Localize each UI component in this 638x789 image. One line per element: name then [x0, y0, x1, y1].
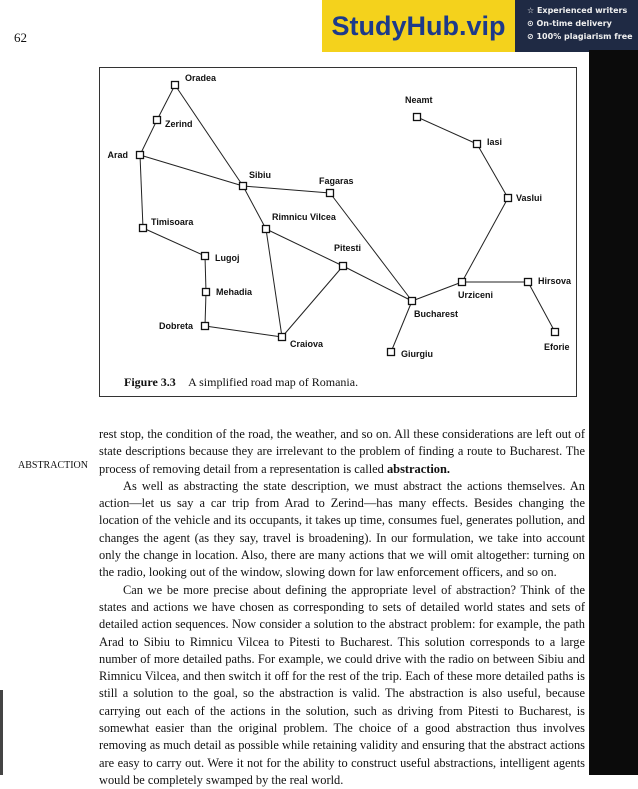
city-node-bucharest — [409, 298, 416, 305]
road-rimnicu-vilcea-pitesti — [266, 229, 343, 266]
road-sibiu-fagaras — [243, 186, 330, 193]
margin-note-abstraction: ABSTRACTION — [18, 460, 89, 471]
city-node-craiova — [279, 334, 286, 341]
figure-caption — [124, 375, 358, 390]
road-pitesti-bucharest — [343, 266, 412, 301]
city-node-vaslui — [505, 195, 512, 202]
banner-logo[interactable]: StudyHub.vip — [322, 0, 515, 52]
road-timisoara-lugoj — [143, 228, 205, 256]
road-dobreta-craiova — [205, 326, 282, 337]
banner-features — [515, 0, 638, 52]
feature-experienced-writers: ☆ Experienced writers — [527, 6, 628, 15]
city-node-giurgiu — [388, 349, 395, 356]
paragraph-1 — [99, 426, 585, 478]
city-label-eforie: Eforie — [544, 342, 570, 352]
scan-left-edge — [0, 690, 3, 775]
city-node-eforie — [552, 329, 559, 336]
city-label-sibiu: Sibiu — [249, 170, 271, 180]
city-label-arad: Arad — [107, 150, 128, 160]
city-label-pitesti: Pitesti — [334, 243, 362, 253]
city-node-iasi — [474, 141, 481, 148]
road-urziceni-vaslui — [462, 198, 508, 282]
city-node-fagaras — [327, 190, 334, 197]
paragraph-1-text: rest stop, the condition of the road, the weather, and so on. All these considerations are left out of state descriptions because they are irrelevant to the problem of finding a route to Bucharest. The process of removing detail from a representation is called — [99, 427, 585, 476]
scan-dark-edge — [589, 50, 638, 775]
body-text — [99, 426, 585, 789]
city-node-dobreta — [202, 323, 209, 330]
city-node-timisoara — [140, 225, 147, 232]
road-iasi-neamt — [417, 117, 477, 144]
city-label-dobreta: Dobreta — [158, 321, 193, 331]
city-node-neamt — [414, 114, 421, 121]
paragraph-2: As well as abstracting the state description, we must abstract the actions themselves. An action—let us say a car trip from Arad to Zerind—has many effects. Besides changing the location of the vehicle and its occupants, it takes up time, consumes fuel, generates pollution, and changes the agent (as they say, travel is broadening). In our formulation, we take into account only the change in location. Also, there are many actions that we will omit altogether: turning on the radio, looking out of the window, slowing down for law enforcement officers, and so on. — [99, 478, 585, 580]
city-label-hirsova: Hirsova — [538, 276, 572, 286]
road-arad-sibiu — [140, 155, 243, 186]
city-label-bucharest: Bucharest — [414, 309, 459, 319]
city-node-mehadia — [203, 289, 210, 296]
road-vaslui-iasi — [477, 144, 508, 198]
city-node-hirsova — [525, 279, 532, 286]
page-number: 62 — [14, 30, 27, 45]
city-label-giurgiu: Giurgiu — [401, 349, 433, 359]
city-node-urziceni — [459, 279, 466, 286]
city-label-neamt: Neamt — [405, 95, 433, 105]
road-zerind-arad — [140, 120, 157, 155]
road-bucharest-urziceni — [412, 282, 462, 301]
city-label-mehadia: Mehadia — [216, 287, 253, 297]
studyhub-banner[interactable] — [322, 0, 638, 52]
road-arad-timisoara — [140, 155, 143, 228]
city-node-oradea — [172, 82, 179, 89]
romania-road-map — [100, 68, 576, 368]
road-craiova-pitesti — [282, 266, 343, 337]
city-label-timisoara: Timisoara — [151, 217, 194, 227]
city-label-rimnicu-vilcea: Rimnicu Vilcea — [272, 212, 336, 222]
road-oradea-zerind — [157, 85, 175, 120]
road-oradea-sibiu — [175, 85, 243, 186]
road-mehadia-dobreta — [205, 292, 206, 326]
city-label-oradea: Oradea — [185, 73, 217, 83]
feature-plagiarism-free: ⊘ 100% plagiarism free — [527, 32, 633, 41]
city-node-zerind — [154, 117, 161, 124]
city-node-pitesti — [340, 263, 347, 270]
figure-caption-text: A simplified road map of Romania. — [188, 375, 359, 389]
feature-on-time-delivery: ⊙ On-time delivery — [527, 19, 612, 28]
road-sibiu-rimnicu-vilcea — [243, 186, 266, 229]
city-label-fagaras: Fagaras — [319, 176, 354, 186]
road-lugoj-mehadia — [205, 256, 206, 292]
term-abstraction: abstraction. — [386, 461, 450, 476]
road-rimnicu-vilcea-craiova — [266, 229, 282, 337]
city-label-craiova: Craiova — [290, 339, 324, 349]
city-node-sibiu — [240, 183, 247, 190]
city-label-vaslui: Vaslui — [516, 193, 543, 203]
city-node-arad — [137, 152, 144, 159]
road-hirsova-eforie — [528, 282, 555, 332]
city-label-zerind: Zerind — [165, 119, 193, 129]
city-label-urziceni: Urziceni — [458, 290, 494, 300]
city-node-rimnicu-vilcea — [263, 226, 270, 233]
road-bucharest-giurgiu — [391, 301, 412, 352]
city-label-lugoj: Lugoj — [215, 253, 240, 263]
figure-frame — [99, 67, 577, 397]
city-label-iasi: Iasi — [487, 137, 503, 147]
city-node-lugoj — [202, 253, 209, 260]
figure-label: Figure 3.3 — [124, 375, 176, 389]
paragraph-3: Can we be more precise about defining the appropriate level of abstraction? Think of the states and actions we have chosen as corresponding to sets of detailed world states and sets of detailed action sequences. Now consider a solution to the abstract problem: for example, the path Arad to Sibiu to Rimnicu Vilcea to Pitesti to Bucharest. This solution corresponds to a large number of more detailed paths. For example, we could drive with the radio on between Sibiu and Rimnicu Vilcea, and then switch it off for the rest of the trip. Each of these more detailed paths is still a solution to the goal, so the abstraction is valid. The abstraction is also useful, because carrying out each of the actions in the solution, such as driving from Pitesti to Bucharest, is somewhat easier than the original problem. The choice of a good abstraction thus involves removing as much detail as possible while retaining validity and ensuring that the abstract actions are easy to carry out. Were it not for the ability to construct useful abstractions, intelligent agents would be completely swamped by the real world. — [99, 582, 585, 787]
